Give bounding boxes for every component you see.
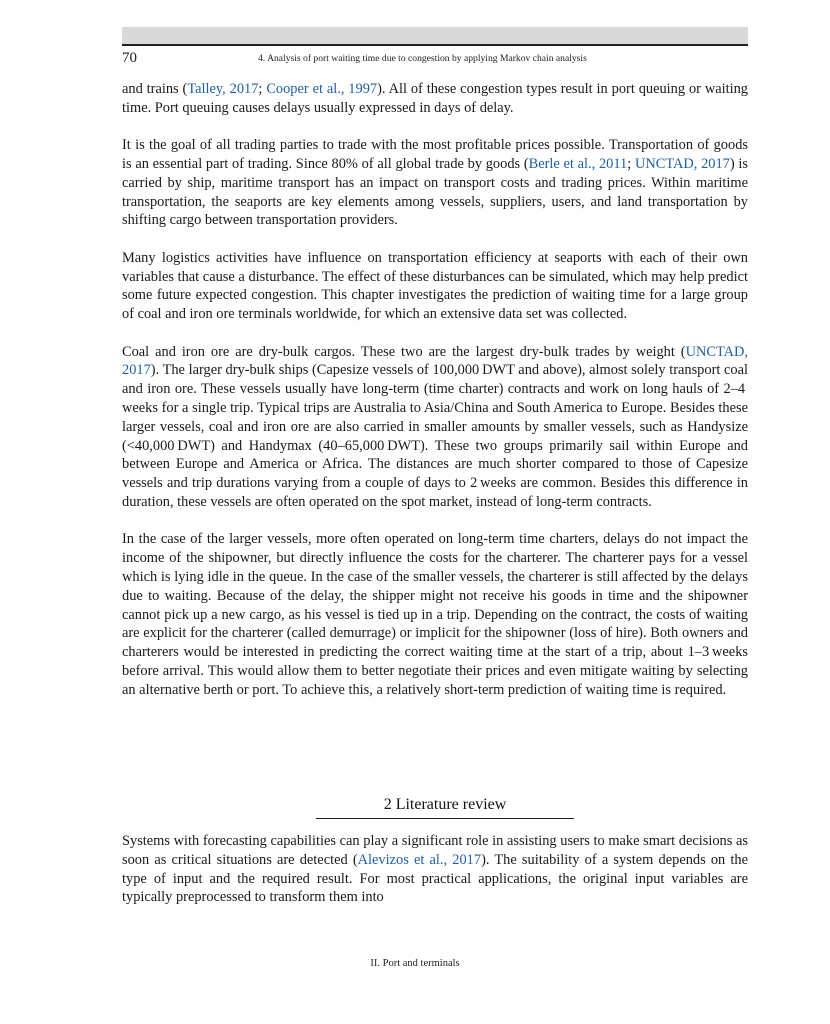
- running-head: 4. Analysis of port waiting time due to congestion by applying Markov chain analysis: [258, 53, 587, 64]
- section-heading: [316, 795, 574, 819]
- section-title: 2 Literature review: [383, 796, 507, 813]
- page-footer: II. Port and terminals: [370, 958, 460, 969]
- citation-link[interactable]: Talley, 2017: [187, 81, 259, 97]
- section-rule: [316, 818, 574, 819]
- page-number: 70: [122, 50, 137, 66]
- text-run: ;: [258, 81, 267, 97]
- body-text: [122, 80, 748, 699]
- paragraph: [122, 80, 748, 118]
- text-run: ). All of these congestion types result in port queuing or waiting time. Port queuing causes delays usually expressed in days of delay.: [122, 81, 748, 116]
- paragraph: [122, 530, 748, 699]
- literature-review-body: [122, 832, 748, 907]
- text-run: Many logistics activities have influence on transportation efficiency at seaports with each of their own variables that cause a disturbance. The effect of these disturbances can be simulated, which may help predict some future expected congestion. This chapter investigates the prediction of waiting time for a large group of coal and iron ore terminals worldwide, for which an extensive data set was collected.: [122, 249, 748, 323]
- paragraph: [122, 832, 748, 907]
- citation-link[interactable]: Cooper et al., 1997: [266, 81, 378, 97]
- header-band: [122, 27, 748, 45]
- paragraph: [122, 136, 748, 230]
- text-run: ). The suitability of a system depends on the type of input and the required result. For most practical applications, the original input variables are typically preprocessed to transform them into: [122, 851, 749, 906]
- text-run: and trains (: [122, 81, 188, 97]
- text-run: In the case of the larger vessels, more often operated on long-term time charters, delays do not impact the income of the shipowner, but directly influence the costs for the charterer. The charterer pays for a vessel which is lying idle in the queue. In the case of the smaller vessels, the charterer is still affected by the delays due to waiting. Because of the delay, the shipper might not receive his goods in time and the shipowner cannot pick up a new cargo, as his vessel is tied up in a trip. Depending on the contract, the costs of waiting are explicit for the charterer (called demurrage) or implicit for the shipowner (loss of hire). Both owners and charterers would be interested in predicting the correct waiting time at the start of a trip, about 1–3 weeks before arrival. This would allow them to better negotiate their prices and even mitigate waiting by selecting an alternative berth or port. To achieve this, a relatively short-term prediction of waiting time is required.: [122, 531, 748, 698]
- text-run: It is the goal of all trading parties to trade with the most profitable prices possible. Transportation of goods is an essential part of trading. Since 80% of all global trade by goods (: [122, 137, 748, 172]
- text-run: ) is carried by ship, maritime transport has an impact on transport costs and trading prices. Within maritime transportation, the seaports are key elements among vessels, suppliers, users, and land transportation by shifting cargo between transportation providers.: [122, 155, 748, 229]
- text-run: ). The larger dry-bulk ships (Capesize vessels of 100,000 DWT and above), almost solely transport coal and iron ore. These vessels usually have long-term (time charter) contracts and work on long hauls of 2–4 weeks for a single trip. Typical trips are Australia to Asia/China and South America to Europe. Besides these larger vessels, coal and iron ore are also carried in smaller amounts by smaller vessels, such as Handysize (<40,000 DWT) and Handymax (40–65,000 DWT). These two groups primarily sail within Europe and between Europe and America or Africa. The distances are much shorter compared to those of Capesize vessels and trip durations varying from a couple of days to 2 weeks are common. Besides this difference in duration, these vessels are often operated on the spot market, instead of long-term contracts.: [122, 362, 748, 510]
- paragraph: [122, 343, 748, 512]
- header-rule: [122, 44, 748, 46]
- citation-link[interactable]: Berle et al., 2011: [528, 155, 628, 172]
- citation-link[interactable]: UNCTAD, 2017: [634, 155, 730, 172]
- text-run: Coal and iron ore are dry-bulk cargos. These two are the largest dry-bulk trades by weight (: [122, 343, 686, 360]
- paragraph: [122, 249, 748, 324]
- text-run: Systems with forecasting capabilities can play a significant role in assisting users to make smart decisions as soon as critical situations are detected (: [122, 833, 748, 868]
- citation-link[interactable]: UNCTAD, 2017: [122, 343, 748, 379]
- text-run: ;: [627, 155, 635, 172]
- citation-link[interactable]: Alevizos et al., 2017: [357, 851, 482, 868]
